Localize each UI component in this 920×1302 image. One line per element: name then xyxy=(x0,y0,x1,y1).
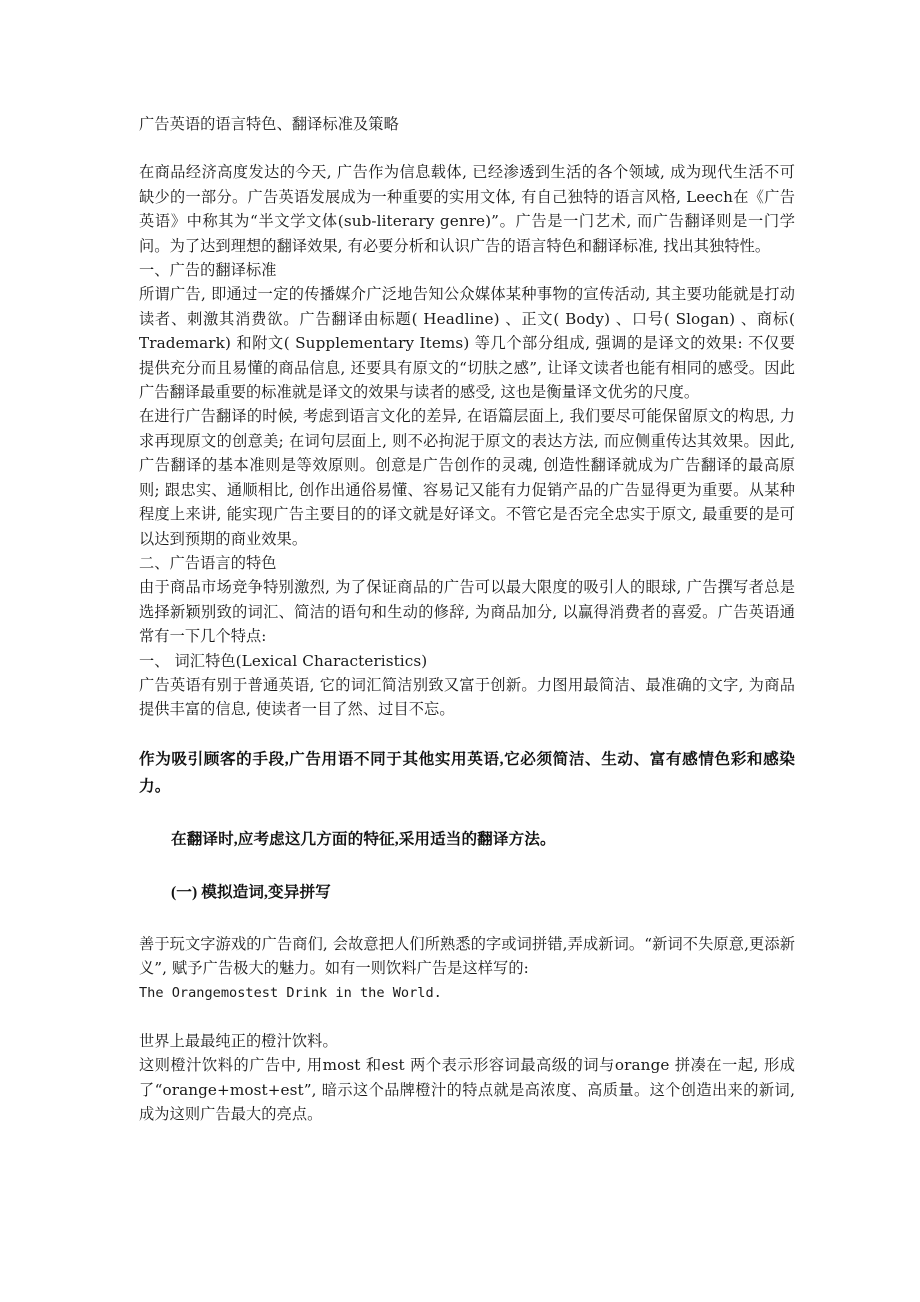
subsection-heading-lexical: 一、 词汇特色(Lexical Characteristics) xyxy=(139,651,428,670)
paragraph-word-play: 善于玩文字游戏的广告商们, 会故意把人们所熟悉的字或词拼错,弄成新词。“新词不失原意,更添新义”, 赋予广告极大的魅力。如有一则饮料广告是这样写的: xyxy=(139,934,795,978)
paragraph-translation-method: 在翻译时,应考虑这几方面的特征,采用适当的翻译方法。 xyxy=(171,830,556,848)
paragraph-market-competition: 由于商品市场竞争特别激烈, 为了保证商品的广告可以最大限度的吸引人的眼球, 广告撰写者总是选择新颖别致的词汇、简洁的语句和生动的修辞, 为商品加分, 以赢得消费者的喜爱。广告英语通常有一下几个特点: xyxy=(139,578,795,646)
intro-paragraph: 在商品经济高度发达的今天, 广告作为信息载体, 已经渗透到生活的各个领域, 成为现代生活不可缺少的一部分。广告英语发展成为一种重要的实用文体, 有自己独特的语言风格, Leech在《广告英语》中称其为“半文学文体(sub-literary genre)”。广告是一门艺术, 而广告翻译则是一门学问。为了达到理想的翻译效果, 有必要分析和认识广告的语言特色和翻译标准, 找出其独特性。 xyxy=(139,163,795,255)
example-english-slogan: The Orangemostest Drink in the World. xyxy=(139,984,442,1001)
paragraph-translation-principles: 在进行广告翻译的时候, 考虑到语言文化的差异, 在语篇层面上, 我们要尽可能保留原文的构思, 力求再现原文的创意美; 在词句层面上, 则不必拘泥于原文的表达方法, 而应侧重传达其效果。因此, 广告翻译的基本准则是等效原则。创意是广告创作的灵魂, 创造性翻译就成为广告翻译的最高原则; 跟忠实、通顺相比, 创作出通俗易懂、容易记又能有力促销产品的广告显得更为重要。从某种程度上来讲, 能实现广告主要目的的译文就是好译文。不管它是否完全忠实于原文, 最重要的是可以达到预期的商业效果。 xyxy=(139,407,795,548)
section-heading-language-features: 二、广告语言的特色 xyxy=(139,553,277,572)
section-heading-translation-standards: 一、广告的翻译标准 xyxy=(139,261,277,280)
paragraph-ad-definition: 所谓广告, 即通过一定的传播媒介广泛地告知公众媒体某种事物的宣传活动, 其主要功能就是打动读者、刺激其消费欲。广告翻译由标题( Headline) 、正文( Body) 、口号( Slogan) 、商标( Trademark) 和附文( Supplementary Items) 等几个部分组成, 强调的是译文的效果: 不仅要提供充分而且易懂的商品信息, 还要具有原文的“切肤之感”, 让译文读者也能有相同的感受。因此广告翻译最重要的标准就是译文的效果与读者的感受, 这也是衡量译文优劣的尺度。 xyxy=(139,285,795,402)
document-title: 广告英语的语言特色、翻译标准及策略 xyxy=(139,115,399,133)
paragraph-orange-analysis: 这则橙汁饮料的广告中, 用most 和est 两个表示形容词最高级的词与orange 拼凑在一起, 形成了“orange+most+est”, 暗示这个品牌橙汁的特点就是高浓度、高质量。这个创造出来的新词, 成为这则广告最大的亮点。 xyxy=(139,1056,795,1124)
document-body xyxy=(139,112,795,1127)
paragraph-attract-customers: 作为吸引顾客的手段,广告用语不同于其他实用英语,它必须简洁、生动、富有感情色彩和感染力。 xyxy=(139,750,795,795)
item-heading-coinage: (一) 模拟造词,变异拼写 xyxy=(171,883,331,901)
example-chinese-translation: 世界上最最纯正的橙汁饮料。 xyxy=(139,1031,338,1050)
paragraph-lexical-features: 广告英语有别于普通英语, 它的词汇简洁别致又富于创新。力图用最简洁、最准确的文字, 为商品提供丰富的信息, 使读者一目了然、过目不忘。 xyxy=(139,675,795,719)
